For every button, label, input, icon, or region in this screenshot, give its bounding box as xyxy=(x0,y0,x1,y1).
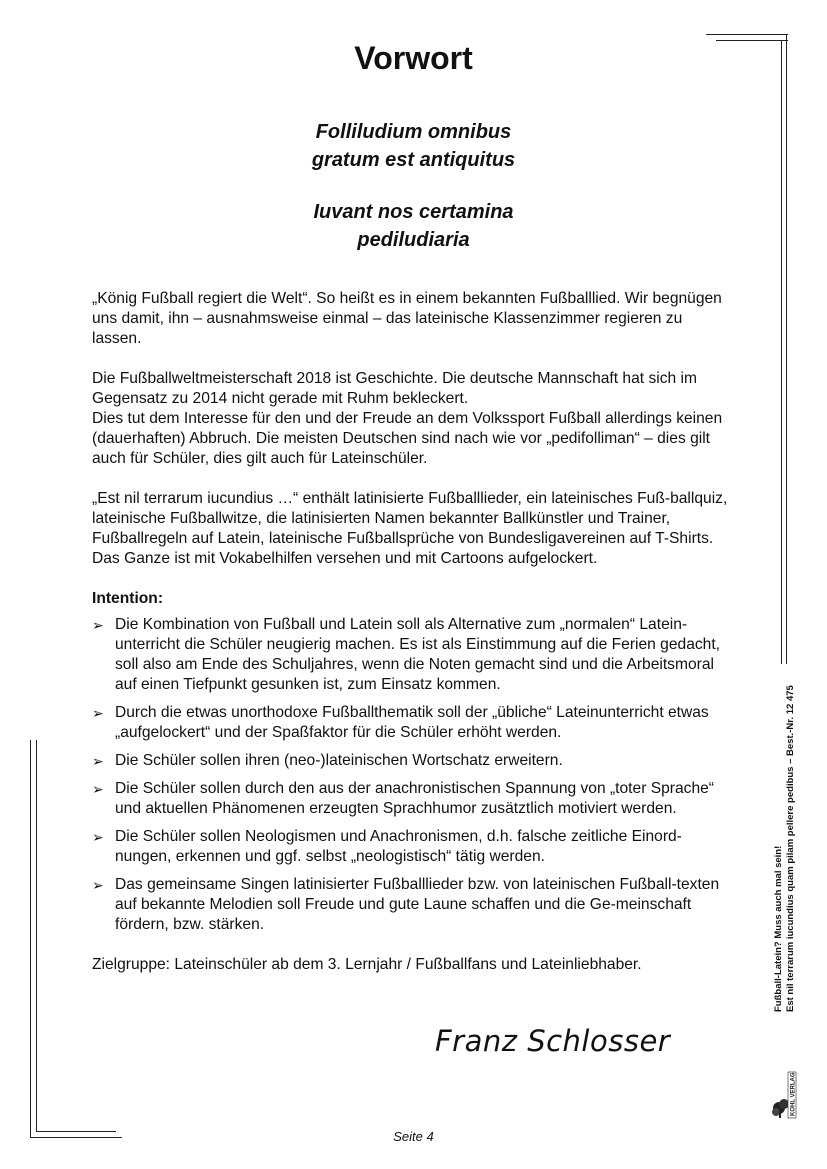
arrow-bullet-icon: ➢ xyxy=(92,705,104,721)
publisher-logo-tree xyxy=(772,1099,789,1118)
list-item xyxy=(92,827,732,867)
list-item xyxy=(92,779,732,819)
body-text xyxy=(92,289,732,995)
tree-logo-icon xyxy=(770,1070,798,1120)
side-imprint-line-1: Fußball-Latein? Muss auch mal sein! xyxy=(773,845,784,1012)
arrow-bullet-icon: ➢ xyxy=(92,617,104,633)
motto-line: Folliludium omnibus xyxy=(315,121,512,143)
arrow-bullet-icon: ➢ xyxy=(92,781,104,797)
list-item-text: Die Kombination von Fußball und Latein soll als Alternative zum „normalen“ Latein-unterricht die Schüler neugierig machen. Es ist als Einstimmung auf die Ferien gedacht, soll also am Ende des Schuljahres, wenn die Noten gemacht sind und die Arbeitsmoral auf einen Tiefpunkt gesunken ist, zum Einsatz kommen. xyxy=(115,616,721,693)
side-imprint xyxy=(773,685,797,1012)
intention-list xyxy=(92,615,732,935)
page-number: Seite 4 xyxy=(393,1129,434,1144)
arrow-bullet-icon: ➢ xyxy=(92,753,104,769)
motto-line: pediludiaria xyxy=(357,229,470,251)
list-item-text: Die Schüler sollen durch den aus der anachronistischen Spannung von „toter Sprache“ und aktuellen Phänomenen erzeugten Sprachhumor zusätztlich motiviert werden. xyxy=(115,780,714,817)
arrow-bullet-icon: ➢ xyxy=(92,877,104,893)
motto-stanza-2 xyxy=(0,198,827,254)
paragraph-sentence: Die Fußballweltmeisterschaft 2018 ist Geschichte. Die deutsche Mannschaft hat sich im Gegensatz zu 2014 nicht gerade mit Ruhm bekleckert. xyxy=(92,370,697,407)
page-title: Vorwort xyxy=(354,40,473,76)
list-item-text: Die Schüler sollen Neologismen und Anachronismen, d.h. falsche zeitliche Einord-nungen, erkennen und ggf. selbst „neologistisch“ tätig werden. xyxy=(115,828,682,865)
side-imprint-line-2: Est nil terrarum iucundius quam pilam pellere pedibus – Best.-Nr. 12 475 xyxy=(785,685,796,1012)
motto-line: Iuvant nos certamina xyxy=(313,201,514,223)
paragraph xyxy=(92,369,732,469)
list-item xyxy=(92,703,732,743)
motto-stanza-1 xyxy=(0,118,827,174)
frame-bottom-left-vertical-2 xyxy=(36,740,37,1132)
list-item xyxy=(92,751,732,771)
list-item xyxy=(92,875,732,935)
intention-heading: Intention: xyxy=(92,590,164,607)
list-item-text: Durch die etwas unorthodoxe Fußballthematik soll der „übliche“ Lateinunterricht etwas „aufgelockert“ und der Spaßfaktor für die Schüler erhöht werden. xyxy=(115,704,709,741)
list-item-text: Die Schüler sollen ihren (neo-)lateinischen Wortschatz erweitern. xyxy=(115,752,563,769)
publisher-logo-text: KOHL VERLAG xyxy=(790,1072,797,1116)
author-signature: Franz Schlosser xyxy=(435,1024,671,1058)
motto-line: gratum est antiquitus xyxy=(311,149,516,171)
list-item xyxy=(92,615,732,695)
list-item-text: Das gemeinsame Singen latinisierter Fußballlieder bzw. von lateinischen Fußball-texten auf bekannte Melodien soll Freude und gute Laune schaffen und die Ge-meinschaft fördern, bzw. stärken. xyxy=(115,876,720,933)
arrow-bullet-icon: ➢ xyxy=(92,829,104,845)
paragraph-sentence: Dies tut dem Interesse für den und der Freude an dem Volkssport Fußball allerdings keinen (dauerhaften) Abbruch. Die meisten Deutschen sind nach wie vor „pedifolliman“ – dies gilt auch für Schüler, dies gilt auch für Lateinschüler. xyxy=(92,410,723,467)
target-group: Zielgruppe: Lateinschüler ab dem 3. Lernjahr / Fußballfans und Lateinliebhaber. xyxy=(92,956,642,973)
frame-top-right-horizontal-1 xyxy=(706,34,788,35)
frame-bottom-left-vertical-1 xyxy=(30,740,31,1138)
paragraph: „König Fußball regiert die Welt“. So heißt es in einem bekannten Fußballlied. Wir begnügen uns damit, ihn – ausnahmsweise einmal – das lateinische Klassenzimmer regieren zu lassen. xyxy=(92,290,722,347)
paragraph: „Est nil terrarum iucundius …“ enthält latinisierte Fußballlieder, ein lateinisches Fuß-ballquiz, lateinische Fußballwitze, die latinisierten Namen bekannter Ballkünstler und Trainer, Fußballregeln auf Latein, lateinische Fußballsprüche von Bundesligavereinen auf T-Shirts. Das Ganze ist mit Vokabelhilfen versehen und mit Cartoons aufgelockert. xyxy=(92,490,728,567)
